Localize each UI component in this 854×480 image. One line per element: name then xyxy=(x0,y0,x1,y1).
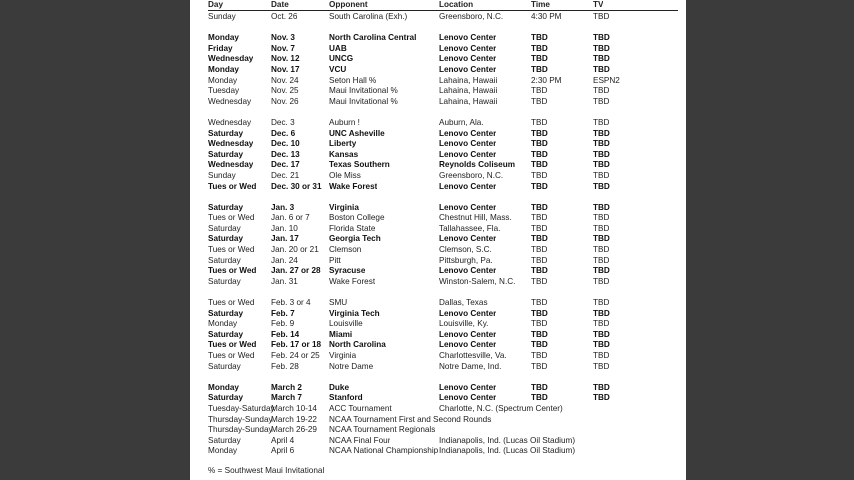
cell-day: Tues or Wed xyxy=(208,340,257,350)
cell-tv: TBD xyxy=(593,43,610,53)
header-tv: TV xyxy=(593,0,604,9)
cell-date: Jan. 20 or 21 xyxy=(271,245,319,255)
cell-date: Nov. 7 xyxy=(271,43,295,53)
cell-date: Dec. 17 xyxy=(271,160,300,170)
cell-time: TBD xyxy=(531,255,548,265)
cell-time: TBD xyxy=(531,33,548,43)
cell-location: Greensboro, N.C. xyxy=(439,12,504,21)
footnotes xyxy=(208,466,324,477)
cell-opponent: UAB xyxy=(329,43,347,53)
table-row xyxy=(208,171,678,182)
cell-day: Saturday xyxy=(208,308,244,318)
cell-date: March 2 xyxy=(271,382,302,392)
table-row xyxy=(208,415,678,426)
cell-date: Jan. 3 xyxy=(271,202,295,212)
cell-time: TBD xyxy=(531,319,548,329)
cell-opponent: North Carolina xyxy=(329,340,386,350)
cell-day: Tues or Wed xyxy=(208,351,255,360)
cell-time: TBD xyxy=(531,298,548,308)
cell-opponent: NCAA Final Four xyxy=(329,435,391,445)
cell-time: TBD xyxy=(531,234,548,244)
table-row xyxy=(208,266,678,277)
cell-location: Lenovo Center xyxy=(439,329,497,339)
cell-location: Lenovo Center xyxy=(439,64,497,74)
cell-opponent: NCAA Tournament First and Second Rounds xyxy=(329,414,492,424)
table-row xyxy=(208,150,678,161)
cell-opponent: Florida State xyxy=(329,223,376,233)
cell-date: Jan. 24 xyxy=(271,255,298,265)
table-row xyxy=(208,65,678,76)
cell-day: Thursday-Sunday xyxy=(208,425,273,435)
cell-time: TBD xyxy=(531,128,548,138)
cell-location: Dallas, Texas xyxy=(439,298,488,308)
cell-date: Nov. 3 xyxy=(271,33,295,43)
table-row xyxy=(208,383,678,394)
cell-opponent: NCAA Tournament Regionals xyxy=(329,425,436,435)
table-row xyxy=(208,44,678,55)
cell-location: Lahaina, Hawaii xyxy=(439,75,498,85)
cell-date: March 10-14 xyxy=(271,403,317,413)
cell-location: Notre Dame, Ind. xyxy=(439,361,502,371)
cell-tv: TBD xyxy=(593,266,610,276)
cell-time: TBD xyxy=(531,181,548,191)
cell-opponent: Auburn ! xyxy=(329,117,360,127)
cell-time: TBD xyxy=(531,308,548,318)
cell-opponent: Maui Invitational % xyxy=(329,96,398,106)
cell-tv: TBD xyxy=(593,276,610,286)
cell-tv: TBD xyxy=(593,12,610,21)
cell-opponent: Kansas xyxy=(329,149,359,159)
cell-time: TBD xyxy=(531,351,548,360)
section-spacer xyxy=(208,287,678,298)
section-spacer xyxy=(208,107,678,118)
cell-opponent: NCAA National Championship xyxy=(329,446,439,456)
cell-tv: TBD xyxy=(593,128,610,138)
cell-day: Monday xyxy=(208,33,239,43)
cell-location: Lenovo Center xyxy=(439,33,497,43)
cell-date: Feb. 7 xyxy=(271,308,295,318)
table-row xyxy=(208,86,678,97)
cell-opponent: ACC Tournament xyxy=(329,403,392,413)
cell-date: Nov. 17 xyxy=(271,64,300,74)
cell-day: Wednesday xyxy=(208,139,254,149)
table-row xyxy=(208,234,678,245)
cell-day: Thursday-Sunday xyxy=(208,414,273,424)
table-row xyxy=(208,213,678,224)
cell-day: Saturday xyxy=(208,361,241,371)
cell-opponent: Louisville xyxy=(329,319,363,329)
cell-time: 2:30 PM xyxy=(531,75,562,85)
cell-day: Tuesday-Saturday xyxy=(208,403,275,413)
cell-time: TBD xyxy=(531,361,548,371)
cell-tv: TBD xyxy=(593,340,610,350)
cell-day: Saturday xyxy=(208,149,244,159)
cell-day: Tues or Wed xyxy=(208,266,257,276)
table-row xyxy=(208,330,678,341)
cell-opponent: Miami xyxy=(329,329,353,339)
cell-day: Monday xyxy=(208,319,238,329)
cell-time: TBD xyxy=(531,340,548,350)
cell-tv: TBD xyxy=(593,33,610,43)
cell-location: Lahaina, Hawaii xyxy=(439,96,498,106)
cell-day: Tues or Wed xyxy=(208,245,255,255)
cell-opponent: Duke xyxy=(329,382,350,392)
cell-tv: TBD xyxy=(593,96,610,106)
table-row xyxy=(208,245,678,256)
cell-date: Feb. 17 or 18 xyxy=(271,340,322,350)
cell-opponent: Virginia Tech xyxy=(329,308,380,318)
cell-location: Lenovo Center xyxy=(439,393,497,403)
cell-date: March 7 xyxy=(271,393,302,403)
cell-day: Wednesday xyxy=(208,54,254,64)
cell-time: TBD xyxy=(531,86,548,96)
cell-opponent: Notre Dame xyxy=(329,361,374,371)
cell-time: TBD xyxy=(531,213,548,223)
cell-date: Dec. 10 xyxy=(271,139,300,149)
cell-time: TBD xyxy=(531,139,548,149)
cell-day: Monday xyxy=(208,75,238,85)
cell-date: April 6 xyxy=(271,446,295,456)
cell-location: Lenovo Center xyxy=(439,43,497,53)
cell-location: Clemson, S.C. xyxy=(439,245,492,255)
cell-tv: TBD xyxy=(593,255,610,265)
table-row xyxy=(208,309,678,320)
cell-location: Lenovo Center xyxy=(439,234,497,244)
cell-day: Saturday xyxy=(208,393,244,403)
cell-day: Tuesday xyxy=(208,86,240,96)
table-row xyxy=(208,12,678,23)
cell-location: Lahaina, Hawaii xyxy=(439,86,498,96)
table-row xyxy=(208,277,678,288)
cell-location: Indianapolis, Ind. (Lucas Oil Stadium) xyxy=(439,446,576,456)
cell-opponent: South Carolina (Exh.) xyxy=(329,12,408,21)
cell-time: TBD xyxy=(531,266,548,276)
cell-tv: TBD xyxy=(593,86,610,96)
table-body xyxy=(208,12,678,457)
cell-tv: TBD xyxy=(593,181,610,191)
cell-opponent: Clemson xyxy=(329,245,362,255)
cell-time: TBD xyxy=(531,245,548,255)
cell-day: Tues or Wed xyxy=(208,213,255,223)
cell-location: Louisville, Ky. xyxy=(439,319,489,329)
cell-location: Indianapolis, Ind. (Lucas Oil Stadium) xyxy=(439,435,576,445)
cell-day: Saturday xyxy=(208,435,241,445)
cell-opponent: SMU xyxy=(329,298,348,308)
table-row xyxy=(208,256,678,267)
cell-location: Lenovo Center xyxy=(439,202,497,212)
cell-tv: TBD xyxy=(593,308,610,318)
section-spacer xyxy=(208,372,678,383)
cell-day: Saturday xyxy=(208,276,241,286)
schedule-table xyxy=(208,0,678,457)
cell-time: TBD xyxy=(531,43,548,53)
cell-location: Reynolds Coliseum xyxy=(439,160,515,170)
cell-tv: TBD xyxy=(593,319,610,329)
cell-day: Monday xyxy=(208,64,239,74)
cell-date: Dec. 6 xyxy=(271,128,296,138)
cell-tv: TBD xyxy=(593,234,610,244)
cell-location: Lenovo Center xyxy=(439,139,497,149)
table-row xyxy=(208,393,678,404)
cell-time: TBD xyxy=(531,329,548,339)
cell-opponent: Boston College xyxy=(329,213,385,223)
cell-time: TBD xyxy=(531,54,548,64)
table-row xyxy=(208,33,678,44)
cell-day: Tues or Wed xyxy=(208,181,257,191)
cell-day: Monday xyxy=(208,446,238,456)
table-row xyxy=(208,54,678,65)
cell-tv: TBD xyxy=(593,329,610,339)
table-row xyxy=(208,160,678,171)
cell-date: Nov. 25 xyxy=(271,86,299,96)
table-row xyxy=(208,118,678,129)
cell-opponent: Ole Miss xyxy=(329,170,361,180)
cell-date: Jan. 27 or 28 xyxy=(271,266,321,276)
cell-tv: TBD xyxy=(593,245,610,255)
section-spacer xyxy=(208,23,678,34)
cell-opponent: Virginia xyxy=(329,351,357,360)
cell-date: Feb. 3 or 4 xyxy=(271,298,311,308)
cell-date: Jan. 6 or 7 xyxy=(271,213,310,223)
cell-tv: TBD xyxy=(593,361,610,371)
header-opponent: Opponent xyxy=(329,0,368,9)
table-row xyxy=(208,139,678,150)
cell-day: Sunday xyxy=(208,12,236,21)
cell-location: Auburn, Ala. xyxy=(439,117,484,127)
cell-date: April 4 xyxy=(271,435,295,445)
cell-tv: TBD xyxy=(593,64,610,74)
cell-day: Wednesday xyxy=(208,160,254,170)
cell-time: TBD xyxy=(531,117,548,127)
cell-location: Tallahassee, Fla. xyxy=(439,223,501,233)
table-row xyxy=(208,362,678,373)
cell-day: Monday xyxy=(208,382,239,392)
cell-date: March 19-22 xyxy=(271,414,317,424)
header-location: Location xyxy=(439,0,474,9)
cell-date: Feb. 24 or 25 xyxy=(271,351,320,360)
cell-location: Charlottesville, Va. xyxy=(439,351,507,360)
cell-date: Feb. 14 xyxy=(271,329,300,339)
cell-location: Lenovo Center xyxy=(439,382,497,392)
cell-time: TBD xyxy=(531,382,548,392)
header-day: Day xyxy=(208,0,224,9)
table-row xyxy=(208,319,678,330)
cell-location: Lenovo Center xyxy=(439,340,497,350)
cell-location: Greensboro, N.C. xyxy=(439,170,504,180)
cell-date: Dec. 13 xyxy=(271,149,300,159)
cell-time: TBD xyxy=(531,170,548,180)
cell-date: Dec. 30 or 31 xyxy=(271,181,322,191)
cell-date: Oct. 26 xyxy=(271,12,298,21)
footnote: % = Southwest Maui Invitational xyxy=(208,466,325,475)
cell-time: TBD xyxy=(531,96,548,106)
cell-date: March 26-29 xyxy=(271,425,317,435)
cell-tv: TBD xyxy=(593,351,610,360)
cell-day: Saturday xyxy=(208,202,244,212)
cell-day: Saturday xyxy=(208,128,244,138)
cell-date: Jan. 31 xyxy=(271,276,298,286)
cell-location: Lenovo Center xyxy=(439,54,497,64)
cell-day: Saturday xyxy=(208,234,244,244)
cell-tv: TBD xyxy=(593,382,610,392)
cell-location: Lenovo Center xyxy=(439,128,497,138)
cell-date: Nov. 24 xyxy=(271,75,299,85)
cell-date: Jan. 17 xyxy=(271,234,299,244)
cell-location: Charlotte, N.C. (Spectrum Center) xyxy=(439,403,563,413)
cell-tv: TBD xyxy=(593,202,610,212)
cell-date: Dec. 3 xyxy=(271,117,295,127)
cell-time: 4:30 PM xyxy=(531,12,562,21)
table-row xyxy=(208,76,678,87)
cell-tv: ESPN2 xyxy=(593,75,620,85)
table-row xyxy=(208,340,678,351)
cell-location: Lenovo Center xyxy=(439,308,497,318)
cell-opponent: Stanford xyxy=(329,393,363,403)
cell-tv: TBD xyxy=(593,393,610,403)
cell-day: Saturday xyxy=(208,223,241,233)
table-row xyxy=(208,129,678,140)
cell-location: Chestnut Hill, Mass. xyxy=(439,213,512,223)
cell-tv: TBD xyxy=(593,160,610,170)
document-page xyxy=(190,0,686,480)
cell-time: TBD xyxy=(531,160,548,170)
table-row xyxy=(208,97,678,108)
cell-opponent: Wake Forest xyxy=(329,181,378,191)
table-row xyxy=(208,182,678,193)
cell-tv: TBD xyxy=(593,139,610,149)
table-row xyxy=(208,446,678,457)
cell-date: Dec. 21 xyxy=(271,170,300,180)
cell-location: Lenovo Center xyxy=(439,266,497,276)
cell-tv: TBD xyxy=(593,213,610,223)
cell-time: TBD xyxy=(531,202,548,212)
cell-day: Wednesday xyxy=(208,96,252,106)
cell-opponent: UNC Asheville xyxy=(329,128,385,138)
cell-opponent: Georgia Tech xyxy=(329,234,381,244)
cell-opponent: Syracuse xyxy=(329,266,366,276)
header-date: Date xyxy=(271,0,289,9)
cell-day: Sunday xyxy=(208,170,236,180)
table-row xyxy=(208,224,678,235)
table-row xyxy=(208,203,678,214)
cell-tv: TBD xyxy=(593,149,610,159)
cell-opponent: Pitt xyxy=(329,255,341,265)
cell-location: Lenovo Center xyxy=(439,149,497,159)
cell-tv: TBD xyxy=(593,298,610,308)
cell-tv: TBD xyxy=(593,170,610,180)
cell-date: Feb. 9 xyxy=(271,319,295,329)
cell-time: TBD xyxy=(531,276,548,286)
cell-opponent: VCU xyxy=(329,64,347,74)
header-time: Time xyxy=(531,0,550,9)
cell-opponent: Virginia xyxy=(329,202,359,212)
cell-tv: TBD xyxy=(593,54,610,64)
cell-time: TBD xyxy=(531,149,548,159)
cell-time: TBD xyxy=(531,393,548,403)
cell-date: Feb. 28 xyxy=(271,361,299,371)
cell-date: Nov. 12 xyxy=(271,54,300,64)
cell-day: Friday xyxy=(208,43,233,53)
cell-date: Nov. 26 xyxy=(271,96,299,106)
cell-day: Wednesday xyxy=(208,117,252,127)
cell-time: TBD xyxy=(531,64,548,74)
table-row xyxy=(208,436,678,447)
cell-day: Saturday xyxy=(208,329,244,339)
table-row xyxy=(208,298,678,309)
cell-date: Jan. 10 xyxy=(271,223,298,233)
cell-opponent: Texas Southern xyxy=(329,160,390,170)
cell-opponent: Wake Forest xyxy=(329,276,376,286)
cell-day: Saturday xyxy=(208,255,241,265)
cell-location: Lenovo Center xyxy=(439,181,497,191)
table-row xyxy=(208,425,678,436)
table-row xyxy=(208,404,678,415)
cell-time: TBD xyxy=(531,223,548,233)
cell-day: Tues or Wed xyxy=(208,298,255,308)
table-row xyxy=(208,351,678,362)
cell-opponent: Seton Hall % xyxy=(329,75,377,85)
table-header-row xyxy=(208,0,678,11)
cell-tv: TBD xyxy=(593,223,610,233)
cell-location: Pittsburgh, Pa. xyxy=(439,255,493,265)
cell-tv: TBD xyxy=(593,117,610,127)
cell-opponent: UNCG xyxy=(329,54,354,64)
cell-opponent: Maui Invitational % xyxy=(329,86,398,96)
cell-opponent: North Carolina Central xyxy=(329,33,417,43)
cell-opponent: Liberty xyxy=(329,139,357,149)
cell-location: Winston-Salem, N.C. xyxy=(439,276,516,286)
section-spacer xyxy=(208,192,678,203)
